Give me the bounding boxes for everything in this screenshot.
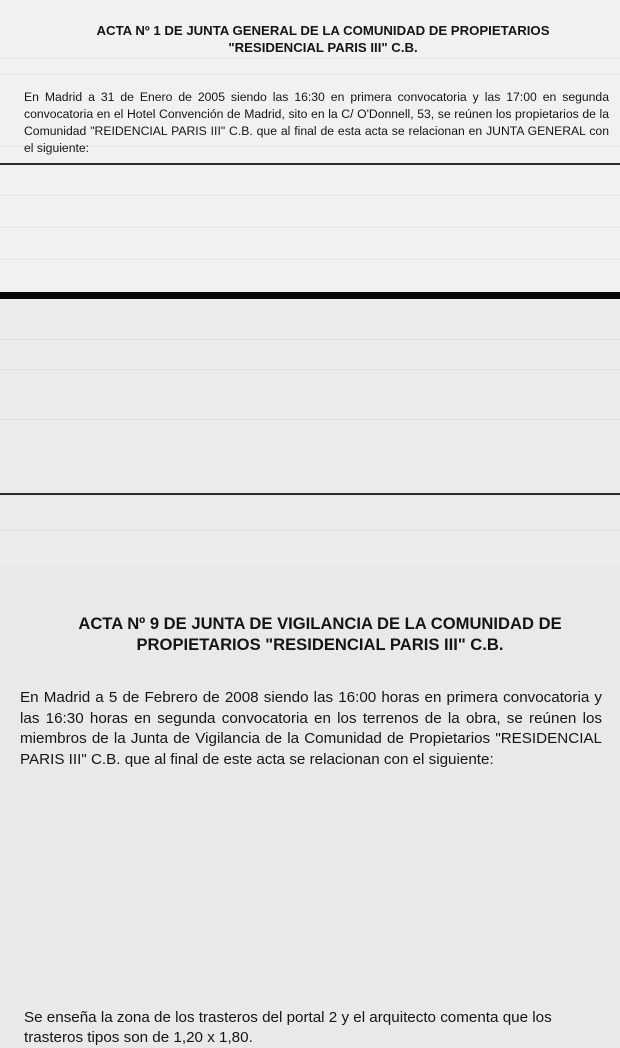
- acta-1-section: [0, 0, 620, 163]
- section-divider: [0, 493, 620, 495]
- acta-9-section: [0, 299, 620, 768]
- questions-section: [0, 165, 620, 292]
- acta-9-title: ACTA Nº 9 DE JUNTA DE VIGILANCIA DE LA COMUNIDAD DE PROPIETARIOS "RESIDENCIAL PARIS III" C.B.: [78, 614, 562, 654]
- acta-1-intro: En Madrid a 31 de Enero de 2005 siendo las 16:30 en primera convocatoria y las 17:00 en segunda convocatoria en el Hotel Convención de Madrid, sito en la C/ O'Donnell, 53, se reúnen los propietarios de la Comunidad "REIDENCIAL PARIS III" C.B. que al final de esta acta se relacionan en JUNTA GENERAL con el siguiente:: [24, 90, 609, 155]
- section-divider-thick: [0, 292, 620, 299]
- note-text: Se enseña la zona de los trasteros del portal 2 y el arquitecto comenta que los trasteros tipos son de 1,20 x 1,80.: [24, 1009, 552, 1046]
- acta-9-intro: En Madrid a 5 de Febrero de 2008 siendo las 16:00 horas en primera convocatoria y las 16:30 horas en segunda convocatoria en los terrenos de la obra, se reúnen los miembros de la Junta de Vigilancia de la Comunidad de Propietarios "RESIDENCIAL PARIS III" C.B. que al final de este acta se relacionan con el siguiente:: [20, 689, 602, 768]
- acta-1-title: ACTA Nº 1 DE JUNTA GENERAL DE LA COMUNIDAD DE PROPIETARIOS "RESIDENCIAL PARIS III" C.B.: [96, 23, 550, 55]
